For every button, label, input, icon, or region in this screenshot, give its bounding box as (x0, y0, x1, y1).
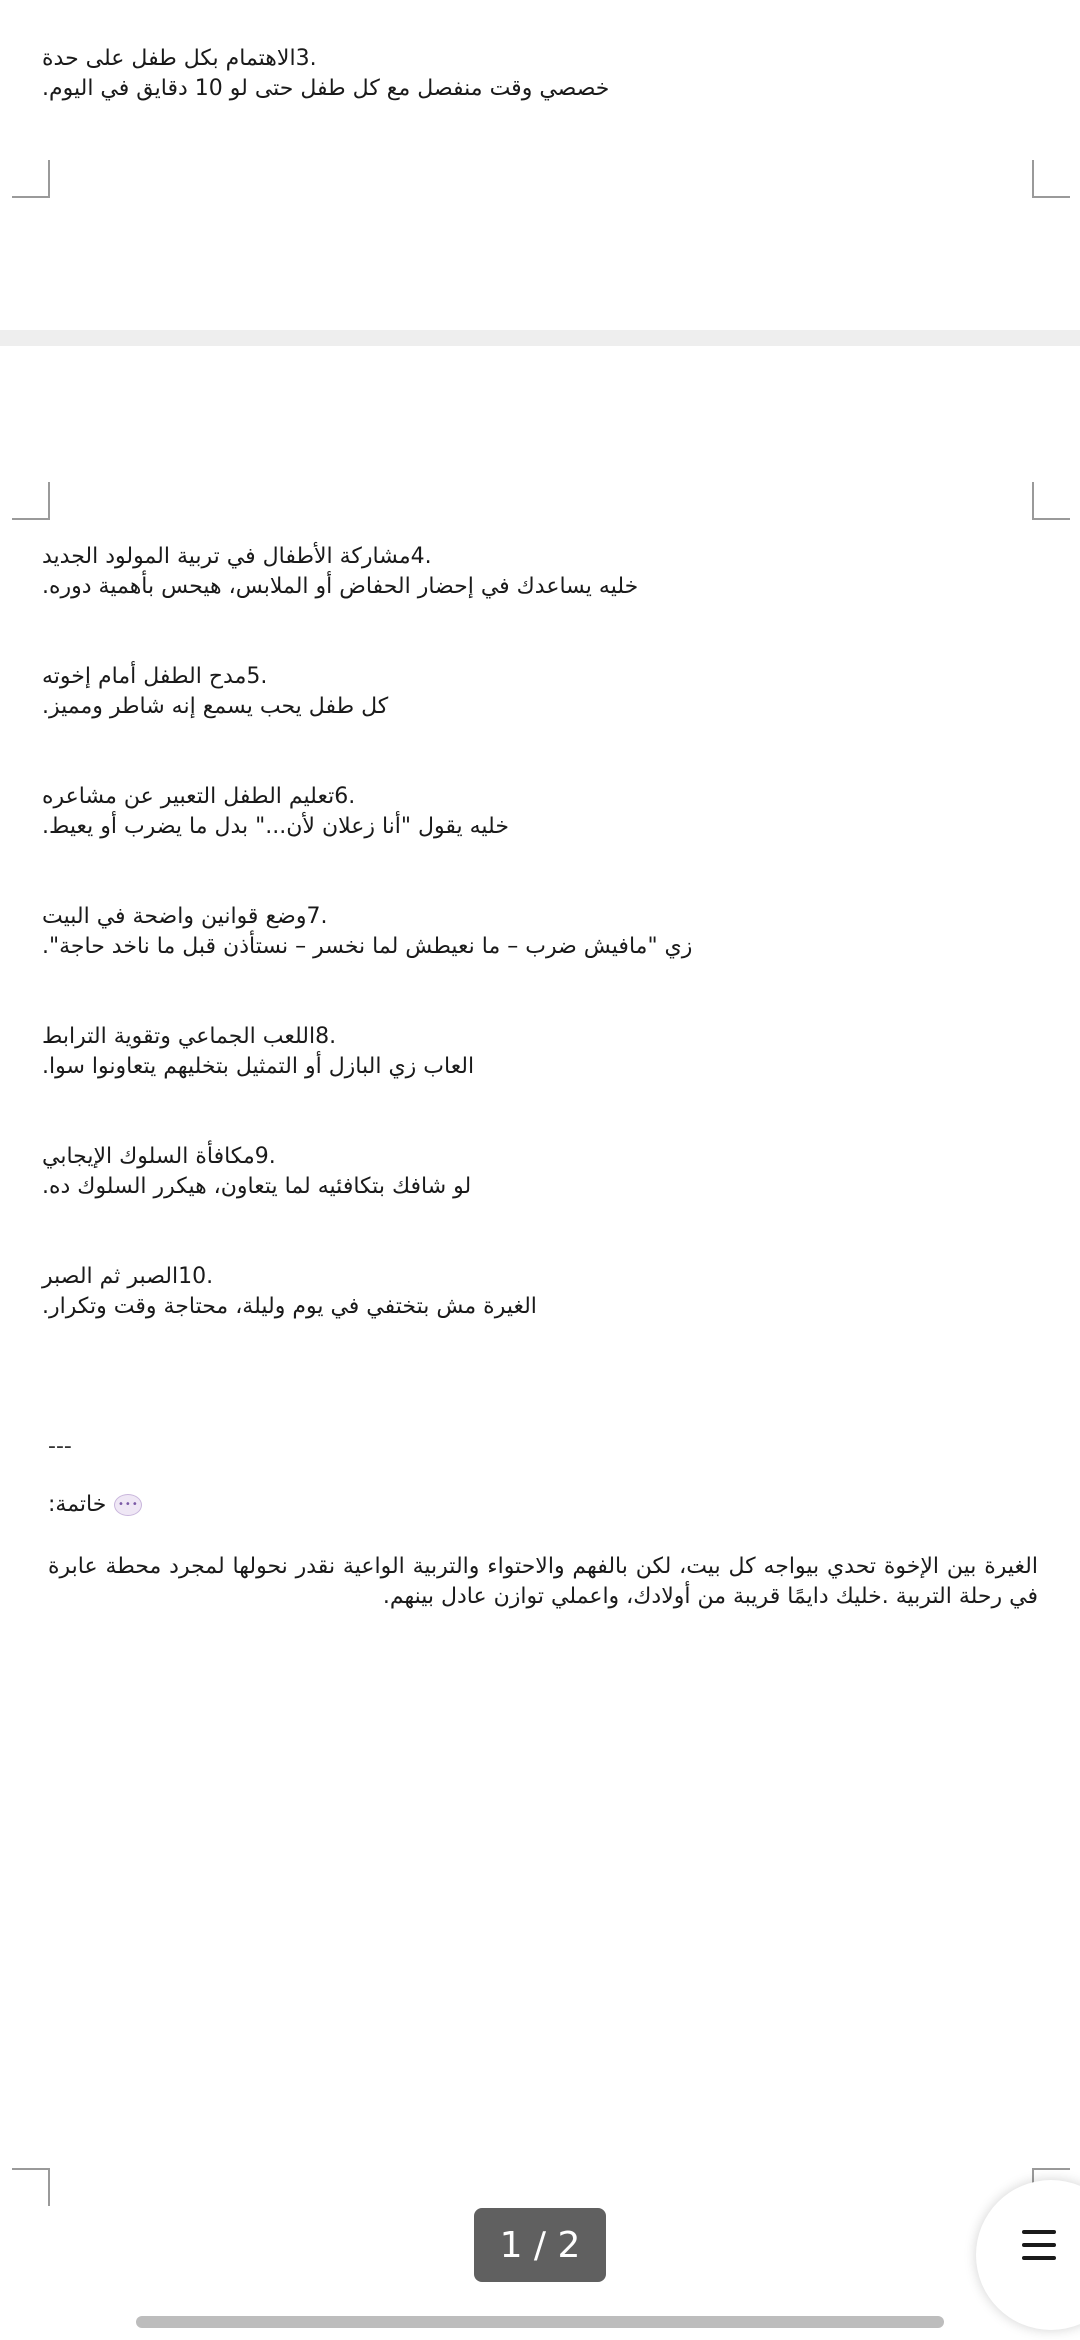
section-body: خصصي وقت منفصل مع كل طفل حتى لو 10 دقايق في اليوم. (42, 76, 610, 101)
section-5 (42, 662, 1032, 722)
section-body: العاب زي البازل أو التمثيل بتخليهم يتعاونوا سوا. (42, 1054, 475, 1079)
conclusion-heading: خاتمة: (48, 1492, 107, 1517)
crop-mark (12, 160, 50, 198)
section-body: خليه يقول "أنا زعلان لأن..." بدل ما يضرب أو يعيط. (42, 814, 509, 839)
horizontal-scrollbar[interactable] (136, 2316, 944, 2328)
section-9 (42, 1142, 1032, 1202)
crop-mark (1032, 482, 1070, 520)
crop-mark (12, 2168, 50, 2206)
crop-mark (12, 482, 50, 520)
page-indicator: 1 / 2 (474, 2208, 606, 2282)
section-heading: .6تعليم الطفل التعبير عن مشاعره (42, 784, 356, 809)
section-heading: .7وضع قوانين واضحة في البيت (42, 904, 328, 929)
section-heading: .3الاهتمام بكل طفل على حدة (42, 46, 317, 71)
section-heading: .10الصبر ثم الصبر (42, 1264, 214, 1289)
section-7 (42, 902, 1032, 962)
section-heading: .8اللعب الجماعي وتقوية الترابط (42, 1024, 337, 1049)
separator-line: --- (48, 1434, 72, 1459)
section-body: خليه يساعدك في إحضار الحفاض أو الملابس، هيحس بأهمية دوره. (42, 574, 639, 599)
document-page-1 (0, 0, 1080, 330)
section-8 (42, 1022, 1032, 1082)
conclusion-body: الغيرة بين الإخوة تحدي بيواجه كل بيت، لكن بالفهم والاحتواء والتربية الواعية نقدر نحولها لمجرد محطة عابرة في رحلة التربية .خليك دايمًا قريبة من أولادك، واعملي توازن عادل بينهم. (48, 1554, 1038, 1609)
section-heading: .9مكافأة السلوك الإيجابي (42, 1144, 276, 1169)
section-body: كل طفل يحب يسمع إنه شاطر ومميز. (42, 694, 389, 719)
speech-bubble-icon: ••• (114, 1494, 142, 1516)
document-page-2 (0, 346, 1080, 2340)
section-6 (42, 782, 1032, 842)
section-body: الغيرة مش بتختفي في يوم وليلة، محتاجة وقت وتكرار. (42, 1294, 537, 1319)
section-10 (42, 1262, 1032, 1322)
section-heading: .5مدح الطفل أمام إخوته (42, 664, 268, 689)
section-body: لو شافك بتكافئيه لما يتعاون، هيكرر السلوك ده. (42, 1174, 472, 1199)
page-separator (0, 330, 1080, 346)
section-heading: .4مشاركة الأطفال في تربية المولود الجديد (42, 544, 432, 569)
hamburger-icon[interactable] (1022, 2230, 1056, 2260)
conclusion-heading-row (48, 1492, 142, 1517)
section-body: زي "مافيش ضرب – ما نعيطش لما نخسر – نستأذن قبل ما ناخد حاجة". (42, 934, 693, 959)
section-3 (42, 44, 1032, 104)
crop-mark (1032, 160, 1070, 198)
section-4 (42, 542, 1032, 602)
